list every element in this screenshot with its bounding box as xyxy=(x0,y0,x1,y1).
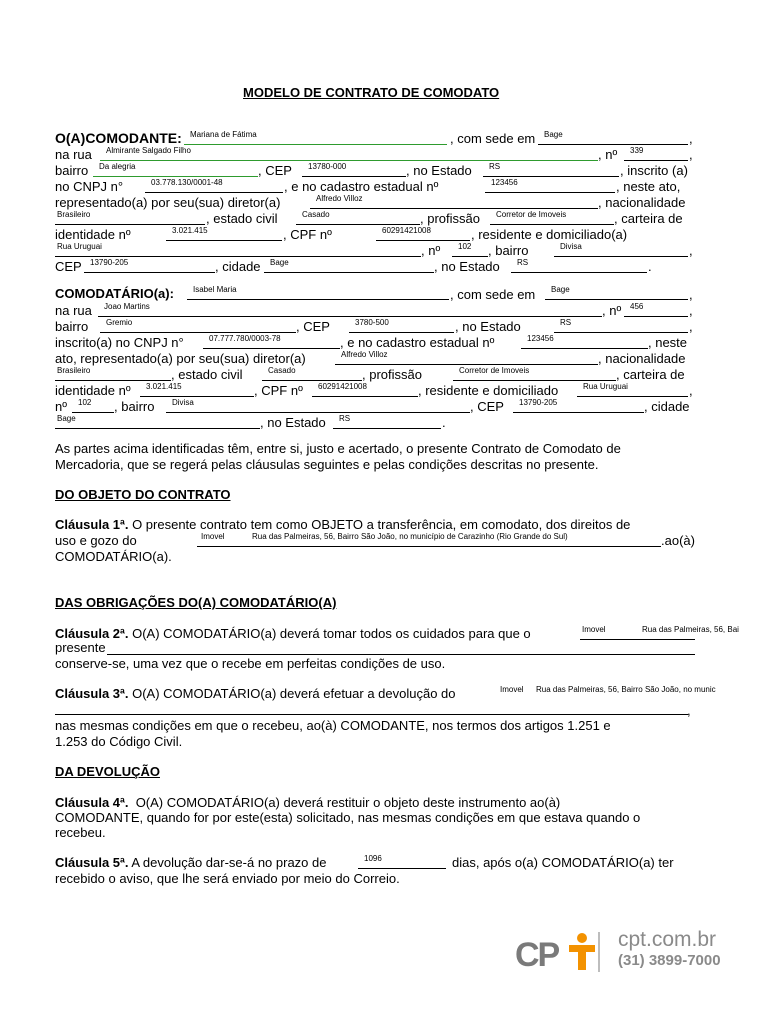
field-value: 3780-500 xyxy=(355,318,389,327)
field-value: RS xyxy=(560,318,572,327)
field-value: 123456 xyxy=(491,178,518,187)
field-value: Divisa xyxy=(172,398,194,407)
field-value: Da alegria xyxy=(99,162,136,171)
clausula-2-line-1 xyxy=(55,626,531,642)
field-value: 07.777.780/0003-78 xyxy=(209,334,281,343)
comodante-estado-res-field[interactable] xyxy=(511,258,647,273)
static-text: , xyxy=(689,383,693,398)
clausula-1-text: O presente contrato tem como OBJETO a transferência, em comodato, dos direitos de xyxy=(132,517,631,532)
static-text: , CPF nº xyxy=(283,227,332,242)
field-value: Casado xyxy=(268,366,296,375)
field-value: 3.021.415 xyxy=(172,226,208,235)
static-text: nas mesmas condições em que o recebeu, ao(à) COMODANTE, nos termos dos artigos 1.251 e xyxy=(55,718,611,733)
comodante-rua-field[interactable] xyxy=(100,146,598,161)
static-text: nº xyxy=(55,399,67,414)
static-text: ato, representado(a) por seu(sua) diretor(a) xyxy=(55,351,306,366)
field-value: Brasileiro xyxy=(57,366,91,375)
static-text: , xyxy=(689,147,693,162)
comodatario-cadastro-field[interactable] xyxy=(521,334,648,349)
clausula-1-line-1 xyxy=(55,517,630,533)
partes-line-2: Mercadoria, que se regerá pelas cláusulas seguintes e pelas condições descritas no presente. xyxy=(55,457,599,472)
static-text: identidade nº xyxy=(55,227,131,242)
field-value: 13790-205 xyxy=(519,398,558,407)
field-value: RS xyxy=(517,258,529,267)
field-value: Alfredo Villoz xyxy=(316,194,363,203)
static-text: , residente e domiciliado xyxy=(418,383,559,398)
field-value: 3.021.415 xyxy=(146,382,182,391)
comodatario-nacionalidade-field[interactable] xyxy=(55,366,171,381)
footer-site[interactable]: cpt.com.br xyxy=(618,928,717,951)
static-text: recebido o aviso, que lhe será enviado por meio do Correio. xyxy=(55,871,400,886)
static-text: , xyxy=(689,287,693,302)
field-value: Casado xyxy=(302,210,330,219)
static-text: , residente e domiciliado(a) xyxy=(471,227,628,242)
static-text: , nº xyxy=(598,147,618,162)
field-value: Rua Uruguai xyxy=(57,242,102,251)
static-text: , no Estado xyxy=(260,415,326,430)
static-text: identidade nº xyxy=(55,383,131,398)
comodatario-cnpj-field[interactable] xyxy=(203,334,340,349)
static-text: , e no cadastro estadual nº xyxy=(284,179,439,194)
field-value: Corretor de Imoveis xyxy=(496,210,567,219)
static-text: , xyxy=(689,303,693,318)
static-text: , cidade xyxy=(644,399,690,414)
comodatario-cpf-field[interactable] xyxy=(312,382,418,397)
static-text: .ao(à) xyxy=(661,533,695,548)
field-value: Divisa xyxy=(560,242,582,251)
static-text: CEP xyxy=(55,259,82,274)
document-title: MODELO DE CONTRATO DE COMODATO xyxy=(243,85,500,100)
comodante-name-field[interactable] xyxy=(184,130,447,145)
field-value: RS xyxy=(339,414,351,423)
static-text: , carteira de xyxy=(614,211,683,226)
comodante-cidade-field[interactable] xyxy=(264,258,434,273)
static-text: inscrito(a) no CNPJ n° xyxy=(55,335,184,350)
comodante-label: O(A)COMODANTE: xyxy=(55,130,182,146)
clausula-3-objeto-field[interactable] xyxy=(496,685,768,700)
field-value: Gremio xyxy=(106,318,133,327)
comodatario-num-res-field[interactable] xyxy=(72,398,114,413)
static-text: , cidade xyxy=(215,259,261,274)
section-heading-devolucao: DA DEVOLUÇÃO xyxy=(55,764,160,779)
field-value: Rua das Palmeiras, 56, Bairro São João, no munic xyxy=(536,685,716,694)
static-text: , CEP xyxy=(258,163,292,178)
static-text: COMODATÁRIO(a). xyxy=(55,549,172,564)
svg-text:CP: CP xyxy=(515,936,559,974)
static-text: , profissão xyxy=(362,367,422,382)
static-text: , e no cadastro estadual nº xyxy=(340,335,495,350)
static-text: , estado civil xyxy=(171,367,243,382)
comodatario-numero-field[interactable] xyxy=(624,302,688,317)
field-value: Isabel Maria xyxy=(193,285,237,294)
clausula-3-label: Cláusula 3ª. xyxy=(55,686,129,701)
comodante-profissao-field[interactable] xyxy=(490,210,614,225)
static-text: , CEP xyxy=(470,399,504,414)
field-value: Bage xyxy=(57,414,76,423)
comodante-rua-res-field[interactable] xyxy=(55,242,421,257)
comodante-identidade-field[interactable] xyxy=(166,226,282,241)
static-text: , CPF nº xyxy=(254,383,303,398)
static-text: 1.253 do Código Civil. xyxy=(55,734,183,749)
comodatario-label: COMODATÁRIO(a): xyxy=(55,286,174,301)
field-value: Bage xyxy=(544,130,563,139)
clausula-4-line-1 xyxy=(55,795,560,811)
comodante-estado-field[interactable] xyxy=(483,162,619,177)
static-text: , inscrito (a) xyxy=(620,163,688,178)
cpt-logo-mark xyxy=(515,928,605,974)
comodatario-sede-field[interactable] xyxy=(545,285,688,300)
field-value: 456 xyxy=(630,302,644,311)
section-heading-obrigacoes: DAS OBRIGAÇÕES DO(A) COMODATÁRIO(A) xyxy=(55,595,337,610)
static-text: uso e gozo do xyxy=(55,533,137,548)
continuation-line xyxy=(55,714,688,715)
field-value: Corretor de Imoveis xyxy=(459,366,530,375)
comodante-cep-field[interactable] xyxy=(302,162,406,177)
field-value: Brasileiro xyxy=(57,210,91,219)
static-text: , com sede em xyxy=(450,131,536,146)
static-text: bairro xyxy=(55,319,89,334)
clausula-5-prazo-field[interactable] xyxy=(358,854,446,869)
comodante-bairro-res-field[interactable] xyxy=(554,242,688,257)
static-text: , bairro xyxy=(114,399,155,414)
static-text: , com sede em xyxy=(450,287,536,302)
cpt-logo xyxy=(515,928,605,974)
clausula-1-label: Cláusula 1ª. xyxy=(55,517,129,532)
comodatario-name-field[interactable] xyxy=(187,285,449,300)
field-value: 60291421008 xyxy=(318,382,367,391)
comodatario-cep-field[interactable] xyxy=(349,318,454,333)
comodatario-cep-res-field[interactable] xyxy=(513,398,644,413)
comodatario-diretor-field[interactable] xyxy=(335,350,598,365)
field-value: 60291421008 xyxy=(382,226,431,235)
clausula-2-label: Cláusula 2ª. xyxy=(55,626,129,641)
comodante-nacionalidade-field[interactable] xyxy=(55,210,205,225)
comodatario-estado-field[interactable] xyxy=(554,318,688,333)
field-value: 03.778.130/0001-48 xyxy=(151,178,223,187)
field-value: 102 xyxy=(78,398,92,407)
field-value: Rua Uruguai xyxy=(583,382,628,391)
clausula-1-objeto-field[interactable] xyxy=(197,532,661,547)
clausula-5-label: Cláusula 5ª. xyxy=(55,855,129,870)
partes-line-1: As partes acima identificadas têm, entre si, justo e acertado, o presente Contrato de Comodato de xyxy=(55,441,621,456)
static-text: no CNPJ n° xyxy=(55,179,124,194)
static-text: , no Estado xyxy=(434,259,500,274)
field-value: Joao Martins xyxy=(104,302,150,311)
footer-phone: (31) 3899-7000 xyxy=(618,952,721,969)
comodante-num-res-field[interactable] xyxy=(452,242,488,257)
static-text: na rua xyxy=(55,303,92,318)
field-value: 13780-000 xyxy=(308,162,347,171)
field-value: Bage xyxy=(551,285,570,294)
static-text: , carteira de xyxy=(616,367,685,382)
static-text: , xyxy=(689,131,693,146)
clausula-5-line-1 xyxy=(55,855,327,871)
static-text: , xyxy=(689,243,693,258)
static-text: , no Estado xyxy=(406,163,472,178)
static-text: bairro xyxy=(55,163,89,178)
field-value: 102 xyxy=(458,242,472,251)
comodante-diretor-field[interactable] xyxy=(310,194,598,209)
comodante-cnpj-field[interactable] xyxy=(145,178,283,193)
clausula-3-line-1 xyxy=(55,686,456,702)
static-text: , neste xyxy=(648,335,688,350)
comodatario-bairro-field[interactable] xyxy=(100,318,296,333)
comodatario-estado-civil-field[interactable] xyxy=(262,366,362,381)
comodatario-profissao-field[interactable] xyxy=(453,366,616,381)
field-value: Bage xyxy=(270,258,289,267)
field-value: 13790-205 xyxy=(90,258,129,267)
field-value: Rua das Palmeiras, 56, Bairro São João, no município de Carazinho (Rio Grande do Sul) xyxy=(252,532,568,541)
clausula-2-objeto-field[interactable] xyxy=(580,625,768,640)
static-text: dias, após o(a) COMODATÁRIO(a) ter xyxy=(452,855,674,870)
comodante-numero-field[interactable] xyxy=(624,146,688,161)
static-text: , CEP xyxy=(296,319,330,334)
static-text: , profissão xyxy=(420,211,480,226)
clausula-2-text: O(A) COMODATÁRIO(a) deverá tomar todos os cuidados para que o xyxy=(132,626,531,641)
continuation-line xyxy=(107,654,695,655)
comodante-cpf-field[interactable] xyxy=(376,226,470,241)
field-value: Imovel xyxy=(201,532,225,541)
comodante-cadastro-field[interactable] xyxy=(485,178,615,193)
comodante-estado-civil-field[interactable] xyxy=(296,210,420,225)
static-text: , bairro xyxy=(488,243,529,258)
static-text: recebeu. xyxy=(55,825,106,840)
comodatario-cidade-field[interactable] xyxy=(55,414,260,429)
static-text: , estado civil xyxy=(206,211,278,226)
comodante-bairro-field[interactable] xyxy=(93,162,258,177)
static-text: representado(a) por seu(sua) diretor(a) xyxy=(55,195,281,210)
clausula-5-text: A devolução dar-se-á no prazo de xyxy=(131,855,327,870)
comodante-cep-res-field[interactable] xyxy=(84,258,215,273)
comodatario-identidade-field[interactable] xyxy=(140,382,254,397)
comodatario-estado-res-field[interactable] xyxy=(333,414,441,429)
field-value: RS xyxy=(489,162,501,171)
field-value: 339 xyxy=(630,146,644,155)
field-value: 123456 xyxy=(527,334,554,343)
static-text: , nacionalidade xyxy=(598,195,686,210)
comodante-sede-field[interactable] xyxy=(538,130,688,145)
static-text: , xyxy=(687,703,691,718)
static-text: , neste ato, xyxy=(616,179,681,194)
clausula-4-text: O(A) COMODATÁRIO(a) deverá restituir o objeto deste instrumento ao(à) xyxy=(135,795,561,810)
clausula-4-label: Cláusula 4ª. xyxy=(55,795,129,810)
field-value: Imovel xyxy=(500,685,524,694)
field-value: Almirante Salgado Filho xyxy=(106,146,191,155)
static-text: conserve-se, uma vez que o recebe em perfeitas condições de uso. xyxy=(55,656,446,671)
section-heading-objeto: DO OBJETO DO CONTRATO xyxy=(55,487,231,502)
field-value: 1096 xyxy=(364,854,382,863)
static-text: COMODANTE, quando for por este(esta) solicitado, nas mesmas condições em que estava quando o xyxy=(55,810,641,825)
static-text: na rua xyxy=(55,147,92,162)
field-value: Rua das Palmeiras, 56, Bai xyxy=(642,625,739,634)
comodatario-bairro-res-field[interactable] xyxy=(166,398,470,413)
static-text: . xyxy=(648,259,652,274)
static-text: . xyxy=(442,415,446,430)
static-text: , nº xyxy=(421,243,441,258)
logo-divider xyxy=(598,932,600,972)
comodatario-rua-res-field[interactable] xyxy=(577,382,688,397)
static-text: , nacionalidade xyxy=(598,351,686,366)
static-text: , nº xyxy=(602,303,622,318)
clausula-3-text: O(A) COMODATÁRIO(a) deverá efetuar a devolução do xyxy=(132,686,456,701)
static-text: , no Estado xyxy=(455,319,521,334)
static-text: , xyxy=(689,319,693,334)
field-value: Imovel xyxy=(582,625,606,634)
field-value: Mariana de Fátima xyxy=(190,130,257,139)
static-text: presente xyxy=(55,640,106,655)
comodatario-rua-field[interactable] xyxy=(98,302,602,317)
field-value: Alfredo Villoz xyxy=(341,350,388,359)
